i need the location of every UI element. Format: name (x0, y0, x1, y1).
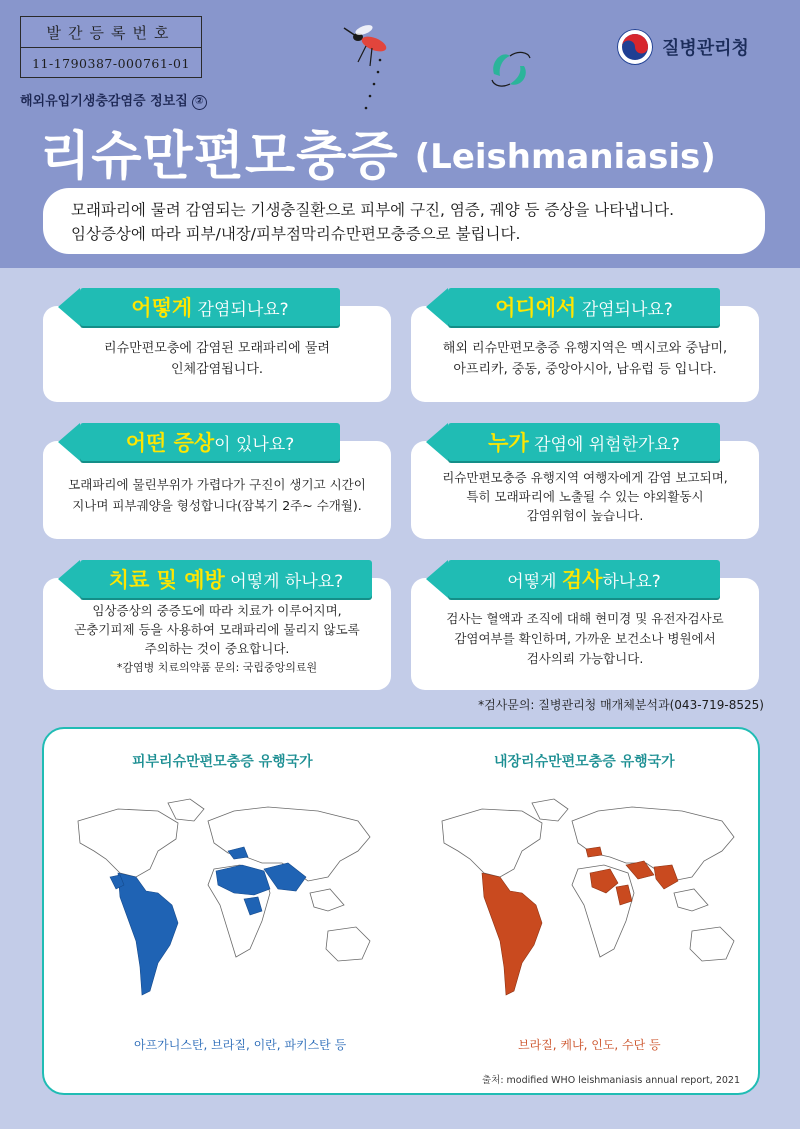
cutaneous-world-map (58, 781, 383, 1021)
agency-logo (616, 28, 749, 66)
cutaneous-map-title: 피부리슈만편모충증 유행국가 (132, 754, 313, 770)
header-banner (0, 0, 800, 268)
cutaneous-map-caption: 아프가니스탄, 브라질, 이란, 파키스탄 등 (134, 1038, 347, 1052)
card-who-at-risk: 리슈만편모충증 유행지역 여행자에게 감염 보고되며, 특히 모래파리에 노출될 수 있는 야외활동시 감염위험이 높습니다. (411, 441, 759, 539)
card-testing: 검사는 혈액과 조직에 대해 현미경 및 유전자검사로 감염여부를 확인하며, 가까운 보건소나 병원에서 검사의뢰 가능합니다. (411, 578, 759, 690)
tab-where-infected: 어디에서 감염되나요? (448, 288, 720, 326)
intro-line-2: 임상증상에 따라 피부/내장/피부점막리슈만편모충증으로 불립니다. (71, 225, 521, 243)
registration-label: 발간등록번호 (21, 17, 201, 48)
page-title (40, 114, 716, 189)
series-number: ② (192, 95, 207, 110)
agency-name: 질병관리청 (662, 38, 749, 59)
visceral-map-title: 내장리슈만편모충증 유행국가 (494, 754, 675, 770)
intro-line-1: 모래파리에 물려 감염되는 기생충질환으로 피부에 구진, 염증, 궤양 등 증상을 나타냅니다. (71, 201, 675, 219)
registration-box (20, 16, 202, 78)
tab-symptoms: 어떤 증상 이 있나요? (80, 423, 340, 461)
tab-how-infected: 어떻게 감염되나요? (80, 288, 340, 326)
card-symptoms: 모래파리에 물린부위가 가렵다가 구진이 생기고 시간이 지나며 피부궤양을 형성합니다(잠복기 2주~ 수개월). (43, 441, 391, 539)
treatment-note: *감염병 치료의약품 문의: 국립중앙의료원 (116, 661, 318, 674)
series-label: 해외유입기생충감염증 정보집 ② (20, 90, 207, 110)
title-korean: 리슈만편모충증 (40, 127, 399, 187)
card-treatment-prevention: 임상증상의 중증도에 따라 치료가 이루어지며, 곤충기피제 등을 사용하여 모래파리에 물리지 않도록 주의하는 것이 중요합니다. *감염병 치료의약품 문의: 국립중앙의료원 (43, 578, 391, 690)
card-where-infected: 해외 리슈만편모충증 유행지역은 멕시코와 중남미, 아프리카, 중동, 중앙아시아, 남유럽 등 입니다. (411, 306, 759, 402)
registration-number: 11-1790387-000761-01 (32, 55, 190, 71)
visceral-map-caption: 브라질, 케냐, 인도, 수단 등 (518, 1038, 661, 1052)
visceral-world-map (422, 781, 747, 1021)
card-how-infected: 리슈만편모충에 감염된 모래파리에 물려 인체감염됩니다. (43, 306, 391, 402)
parasite-icon (484, 44, 536, 94)
intro-box (43, 188, 765, 254)
tab-who-at-risk: 누가 감염에 위험한가요? (448, 423, 720, 461)
map-panel (42, 727, 760, 1095)
contact-note: *검사문의: 질병관리청 매개체분석과(043-719-8525) (478, 698, 764, 712)
mosquito-icon (336, 22, 396, 112)
tab-treatment-prevention: 치료 및 예방 어떻게 하나요? (80, 560, 372, 598)
map-source: 출처: modified WHO leishmaniasis annual report, 2021 (481, 1075, 740, 1086)
tab-testing: 어떻게 검사 하나요? (448, 560, 720, 598)
taegeuk-emblem-icon (616, 28, 654, 66)
title-english: (Leishmaniasis) (414, 137, 716, 177)
